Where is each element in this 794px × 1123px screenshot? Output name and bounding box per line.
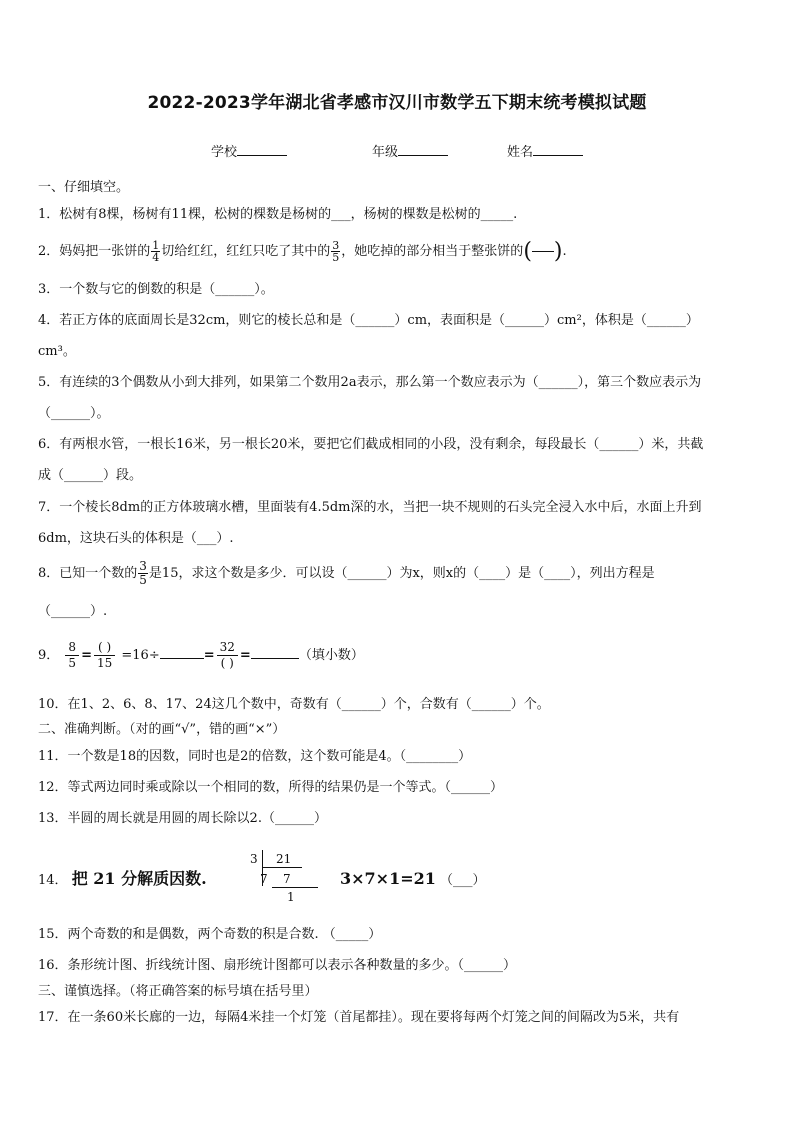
- q14-result-text: 3×7×1=21: [340, 869, 436, 888]
- question-6-line-1: 6．有两根水管，一根长16米，另一根长20米，要把它们截成相同的小段，没有剩余，每段最长（______）米，共截: [38, 437, 704, 452]
- q9-equals-2: =: [203, 648, 215, 663]
- q9-equals-1: =: [81, 648, 92, 663]
- q2-fraction-1: [151, 240, 160, 263]
- q9-text-end: （填小数）: [298, 648, 364, 663]
- q8-fraction: [138, 560, 148, 587]
- q9-f3-numerator: 32: [217, 640, 238, 656]
- q9-f1-numerator: 8: [65, 640, 79, 656]
- q9-f2-denominator: 15: [96, 656, 113, 670]
- grade-blank: [398, 143, 448, 156]
- question-3: 3．一个数与它的倒数的积是（______）。: [38, 282, 274, 297]
- school-blank: [237, 143, 287, 156]
- q9-blank-2: [251, 646, 299, 659]
- page-title: 2022-2023学年湖北省孝感市汉川市数学五下期末统考模拟试题: [147, 93, 647, 113]
- q9-fraction-1: [65, 640, 79, 671]
- q14-text: 把 21 分解质因数.: [71, 869, 207, 888]
- q2-f1-denominator: 4: [152, 251, 160, 264]
- question-11: 11．一个数是18的因数，同时也是2的倍数，这个数可能是4。（________）: [38, 749, 472, 764]
- q2-text-a: 2．妈妈把一张饼的: [38, 244, 151, 259]
- q9-f2-numerator: ( ): [94, 640, 115, 656]
- q2-text-c: ，她吃掉的部分相当于整张饼的: [341, 244, 524, 259]
- q9-label: 9．: [38, 648, 60, 663]
- question-8-line-1: [38, 560, 655, 587]
- q2-text-b: 切给红红，红红只吃了其中的: [161, 244, 331, 259]
- school-field: [211, 141, 287, 160]
- question-5-line-1: 5．有连续的3个偶数从小到大排列，如果第二个数用2a表示，那么第一个数应表示为（______），第三个数应表示为: [38, 375, 702, 390]
- q2-answer-blank: ( ): [523, 238, 563, 264]
- question-4-line-1: 4．若正方体的底面周长是32cm，则它的棱长总和是（______）cm，表面积是（______）cm²，体积是（______）: [38, 313, 699, 328]
- q2-fraction-2: [331, 240, 340, 263]
- question-16: 16．条形统计图、折线统计图、扇形统计图都可以表示各种数量的多少。（______）: [38, 958, 517, 973]
- question-17: 17．在一条60米长廊的一边，每隔4米挂一个灯笼（首尾都挂）。现在要将每两个灯笼之间的间隔改为5米，共有: [38, 1010, 680, 1025]
- q9-text-mid: =16÷: [121, 648, 160, 663]
- q9-fraction-3: [217, 640, 238, 671]
- q2-text-d: .: [562, 244, 567, 259]
- grade-label: 年级: [372, 145, 399, 160]
- name-field: [507, 141, 583, 160]
- q14-label: 14．: [38, 873, 68, 888]
- division-dividend-1: 21: [276, 852, 292, 866]
- question-6-line-2: 成（______）段。: [38, 468, 143, 483]
- question-9: [38, 636, 364, 676]
- q8-numerator: 3: [139, 559, 147, 573]
- question-2: [38, 240, 567, 264]
- division-divisor-2: 7: [260, 872, 268, 886]
- q8-denominator: 5: [139, 573, 147, 587]
- q2-f1-numerator: 1: [152, 239, 160, 252]
- division-quotient-1: 7: [283, 872, 291, 886]
- q8-text-a: 8．已知一个数的: [38, 566, 138, 581]
- division-divisor-1: 3: [250, 852, 258, 866]
- section-3-heading: 三、谨慎选择。（将正确答案的标号填在括号里）: [38, 984, 318, 999]
- question-1: 1．松树有8棵，杨树有11棵，松树的棵数是杨树的___，杨树的棵数是松树的_____.: [38, 207, 518, 222]
- question-14: [38, 868, 207, 892]
- grade-field: [372, 141, 448, 160]
- division-remainder: 1: [287, 890, 295, 904]
- question-7-line-2: 6dm，这块石头的体积是（___）.: [38, 531, 234, 546]
- division-bar-2: [272, 887, 318, 888]
- q9-f3-denominator: ( ): [220, 656, 234, 670]
- q14-answer-blank: （___）: [440, 873, 486, 888]
- question-15: 15．两个奇数的和是偶数，两个奇数的积是合数. （_____）: [38, 927, 382, 942]
- q2-f2-denominator: 5: [332, 251, 340, 264]
- q2-f2-numerator: 3: [332, 239, 340, 252]
- question-10: 10．在1、2、6、8、17、24这几个数中，奇数有（______）个，合数有（______）个。: [38, 697, 550, 712]
- question-4-line-2: cm³。: [38, 344, 76, 359]
- question-12: 12．等式两边同时乘或除以一个相同的数，所得的结果仍是一个等式。（______）: [38, 780, 504, 795]
- question-13: 13．半圆的周长就是用圆的周长除以2.（______）: [38, 811, 327, 826]
- question-7-line-1: 7．一个棱长8dm的正方体玻璃水槽，里面装有4.5dm深的水，当把一块不规则的石头完全浸入水中后，水面上升到: [38, 500, 702, 515]
- name-label: 姓名: [507, 145, 534, 160]
- q14-short-division: [250, 850, 330, 906]
- q8-text-b: 是15，求这个数是多少．可以设（______）为x，则x的（____）是（____），列出方程是: [148, 566, 655, 581]
- q9-f1-denominator: 5: [68, 656, 77, 670]
- q14-result: [340, 868, 486, 892]
- q9-fraction-2: [94, 640, 115, 671]
- section-1-heading: 一、仔细填空。: [38, 180, 130, 195]
- school-label: 学校: [211, 145, 238, 160]
- section-2-heading: 二、准确判断。（对的画“√”，错的画“×”）: [38, 722, 286, 737]
- q9-equals-3: =: [239, 648, 251, 663]
- q9-blank-1: [160, 646, 204, 659]
- division-bar-1: [262, 867, 302, 868]
- question-5-line-2: （______）。: [38, 406, 110, 421]
- name-blank: [533, 143, 583, 156]
- question-8-line-2: （______）.: [38, 604, 108, 619]
